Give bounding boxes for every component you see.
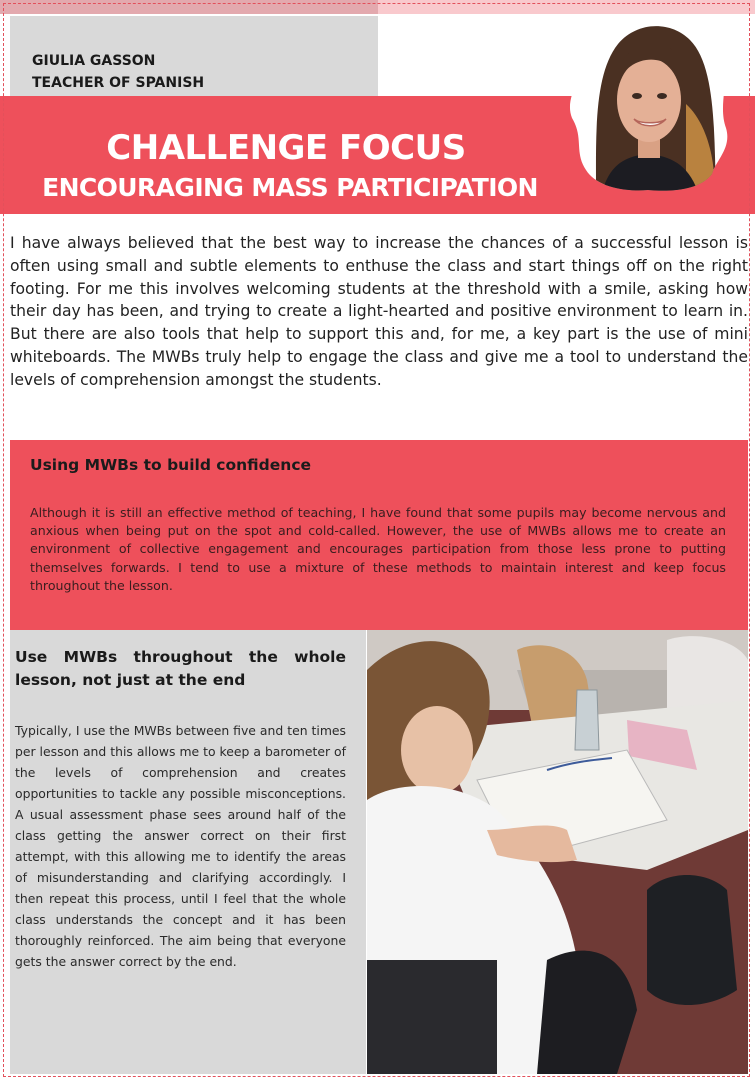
author-block xyxy=(32,50,204,94)
classroom-photo xyxy=(367,630,748,1074)
confidence-section-body: Although it is still an effective method of teaching, I have found that some pupils may become nervous and anxious when being put on the spot and cold-called. However, the use of MWBs allows me to create an environment of collective engagement and encourages participation from those less prone to putting themselves forwards. I tend to use a mixture of these methods to maintain interest and keep focus throughout the lesson. xyxy=(30,505,726,593)
banner-title: CHALLENGE FOCUS xyxy=(106,128,466,168)
top-strip xyxy=(0,0,755,14)
author-role: TEACHER OF SPANISH xyxy=(32,75,205,91)
whole-lesson-section-title: Use MWBs throughout the whole lesson, not just at the end xyxy=(15,648,346,689)
top-strip-left xyxy=(0,0,378,14)
portrait-photo xyxy=(566,14,730,192)
banner-subtitle: ENCOURAGING MASS PARTICIPATION xyxy=(42,173,538,202)
author-name: GIULIA GASSON xyxy=(32,53,156,69)
intro-paragraph: I have always believed that the best way to increase the chances of a successful lesson is often using small and subtle elements to enthuse the class and start things off on the right footing. For me this involves welcoming students at the threshold with a smile, asking how their day has been, and trying to create a light-hearted and positive environment to learn in. But there are also tools that help to support this and, for me, a key part is the use of mini whiteboards. The MWBs truly help to engage the class and give me a tool to understand the levels of comprehension amongst the students. xyxy=(10,234,748,389)
confidence-section-title: Using MWBs to build confidence xyxy=(30,456,312,474)
teacher-portrait xyxy=(566,14,730,192)
whole-lesson-section-body: Typically, I use the MWBs between five and ten times per lesson and this allows me to keep a barometer of the levels of comprehension and creates opportunities to tackle any possible misconceptions. A usual assessment phase sees around half of the class getting the answer correct on their first attempt, with this allowing me to identify the areas of misunderstanding and clarifying accordingly. I then repeat this process, until I feel that the whole class understands the concept and it has been thoroughly reinforced. The aim being that everyone gets the answer correct by the end. xyxy=(15,723,346,969)
